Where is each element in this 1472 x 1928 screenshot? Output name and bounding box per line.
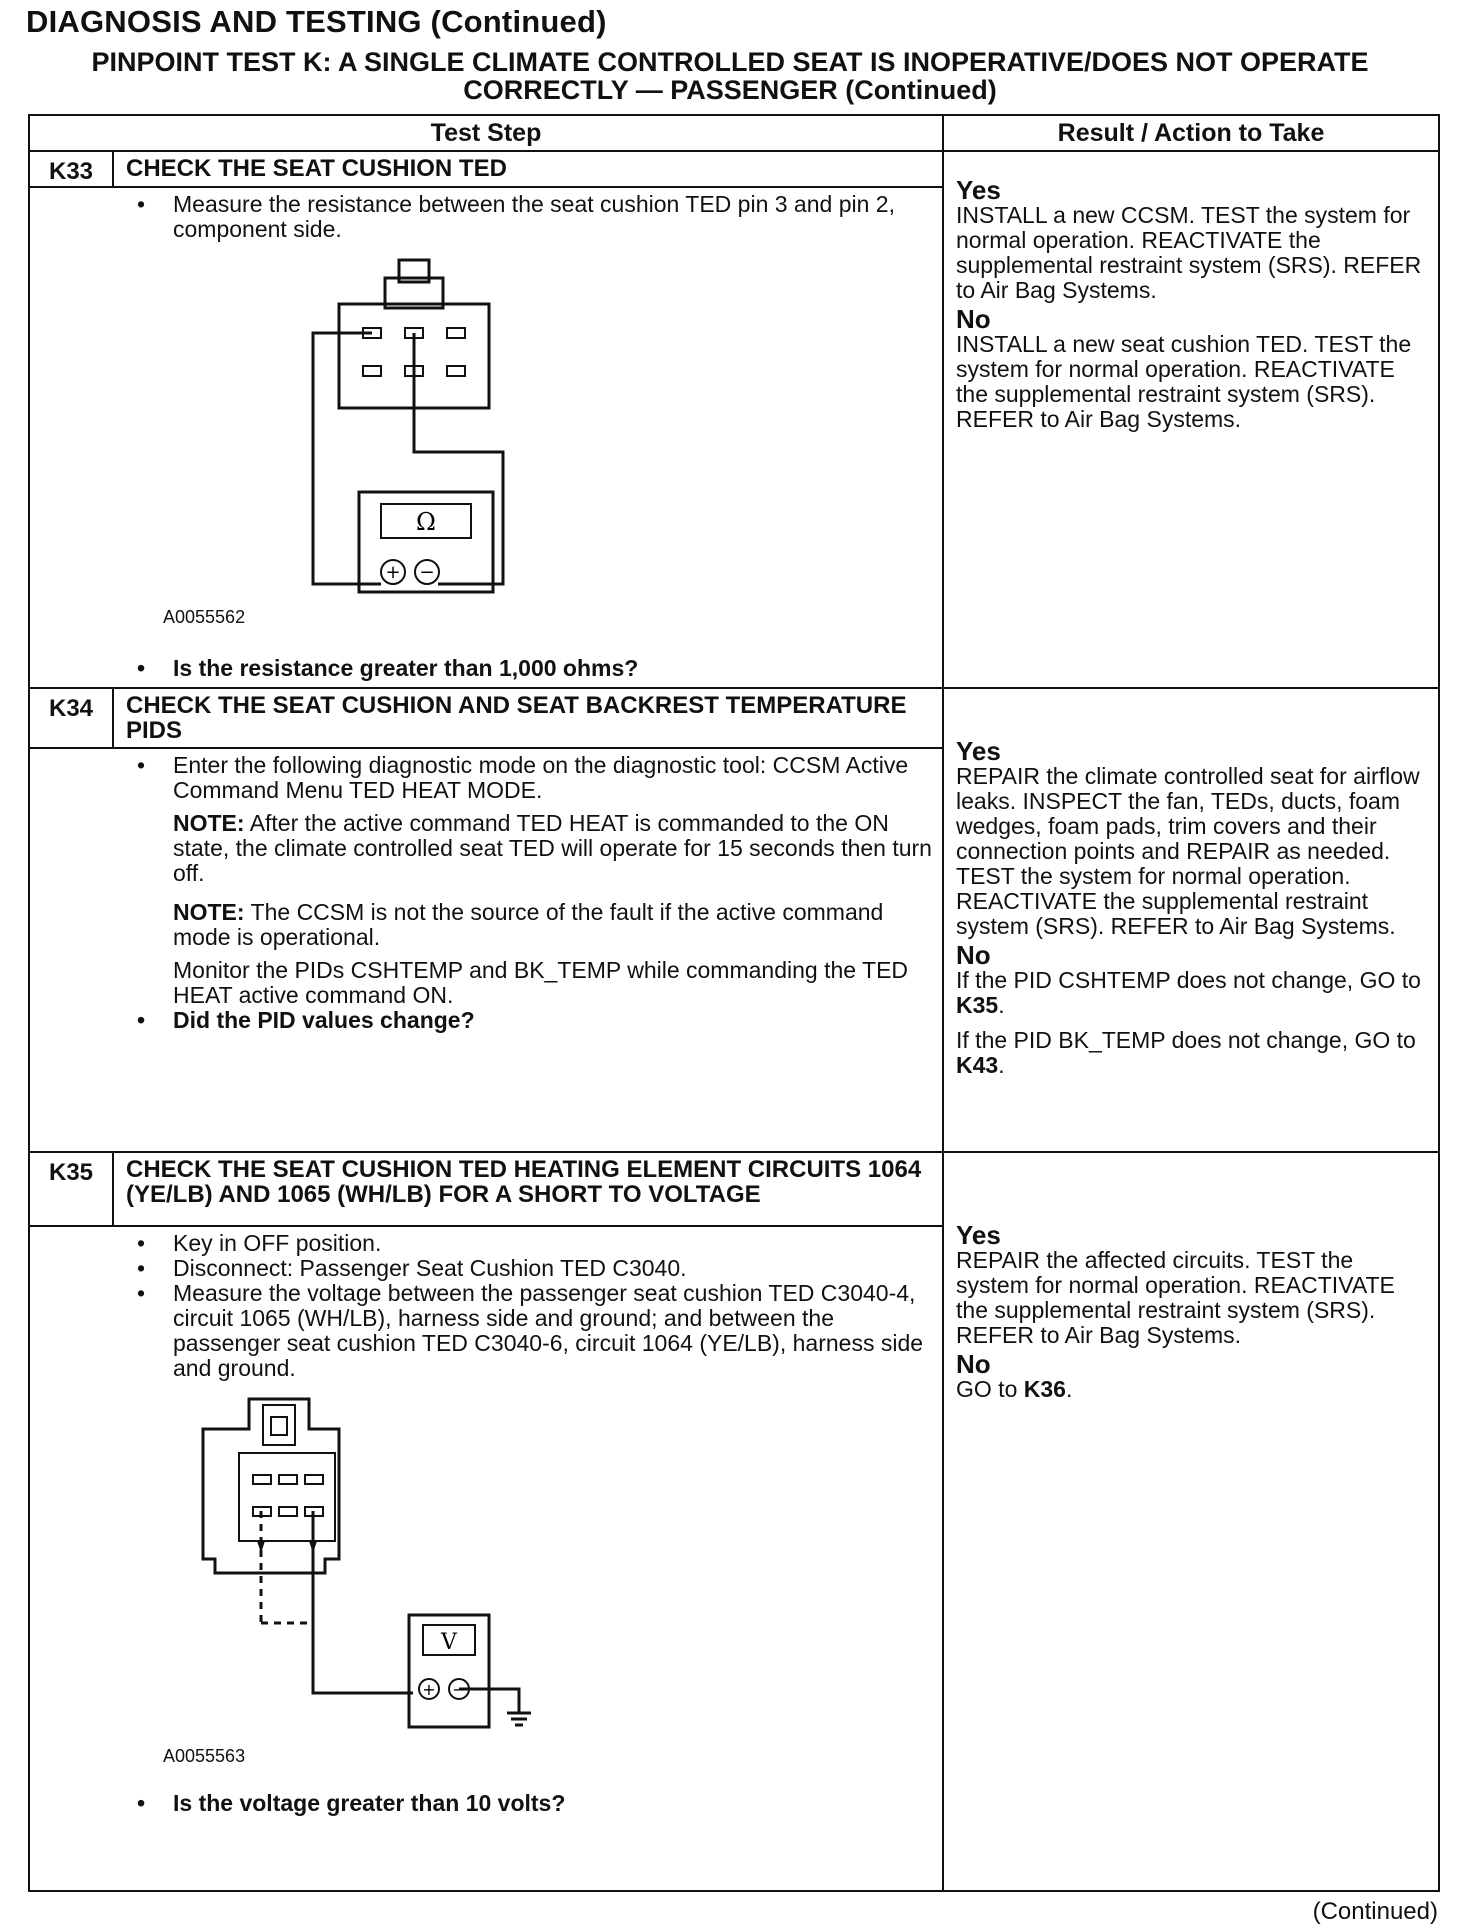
pinpoint-test-title: PINPOINT TEST K: A SINGLE CLIMATE CONTROLLED SEAT IS INOPERATIVE/DOES NOT OPERATE CORRECTLY — PASSENGER (Continued): [91, 47, 1369, 105]
resistance-diagram: [153, 254, 932, 599]
monitor-instruction: Monitor the PIDs CSHTEMP and BK_TEMP while commanding the TED HEAT active command ON.: [173, 957, 909, 1008]
step-bullet: • Key in OFF position.: [173, 1231, 932, 1256]
step-reference: K36: [1023, 1376, 1066, 1402]
test-lead-plus: [313, 333, 381, 584]
step-code: K33: [29, 151, 113, 187]
yes-label: Yes: [956, 175, 1001, 205]
yes-label: Yes: [956, 736, 1001, 766]
plus-terminal: +: [385, 562, 401, 583]
probe-tips: [257, 1541, 317, 1553]
note: NOTE: After the active command TED HEAT is commanded to the ON state, the climate controlled seat TED will operate for 15 seconds then turn off.: [173, 810, 932, 886]
minus-terminal: −: [419, 562, 435, 583]
figure-id: A0055562: [163, 607, 246, 627]
no-action-1: If the PID CSHTEMP does not change, GO to K35.: [956, 967, 1421, 1018]
step-title: CHECK THE SEAT CUSHION TED HEATING ELEMENT CIRCUITS 1064 (YE/LB) AND 1065 (WH/LB) FOR A SHORT TO VOLTAGE: [113, 1152, 943, 1226]
step-k33-body: [113, 187, 943, 688]
table-header-row: [29, 115, 1439, 151]
step-k33-result: [943, 151, 1439, 688]
minus-terminal: −: [452, 1680, 466, 1699]
continued-footer: (Continued): [1312, 1898, 1438, 1925]
note: NOTE: The CCSM is not the source of the fault if the active command mode is operational.: [173, 899, 884, 950]
no-action: INSTALL a new seat cushion TED. TEST the system for normal operation. REACTIVATE the supplemental restraint system (SRS). REFER to Air Bag Systems.: [956, 331, 1412, 432]
step-code: K35: [29, 1152, 113, 1226]
step-reference: K35: [956, 992, 999, 1018]
step-title: CHECK THE SEAT CUSHION TED: [113, 151, 943, 187]
voltmeter-display: V: [441, 1630, 457, 1655]
voltage-diagram: [153, 1393, 932, 1738]
step-reference: K43: [956, 1052, 999, 1078]
no-action-2: If the PID BK_TEMP does not change, GO to K43.: [956, 1027, 1416, 1078]
no-label: No: [956, 1349, 991, 1379]
step-k34-title-row: [29, 688, 1439, 748]
step-bullet: • Measure the voltage between the passenger seat cushion TED C3040-4, circuit 1065 (WH/LB), harness side and ground; and between the passenger seat cushion TED C3040-6, circuit 1064 (YE/LB), harness side and ground.: [173, 1281, 932, 1381]
connector-latch: [263, 1405, 295, 1445]
test-lead-plus: [313, 1511, 413, 1693]
step-k35-result: [943, 1152, 1439, 1891]
step-question: • Is the resistance greater than 1,000 ohms?: [173, 656, 932, 681]
step-question: • Did the PID values change?: [173, 1008, 932, 1033]
step-k34-result: [943, 688, 1439, 1152]
test-step-header: Test Step: [29, 115, 943, 151]
step-title: CHECK THE SEAT CUSHION AND SEAT BACKREST TEMPERATURE PIDS: [113, 688, 943, 748]
plus-terminal: +: [422, 1680, 436, 1699]
page-header: DIAGNOSIS AND TESTING (Continued): [26, 4, 607, 39]
step-code: K34: [29, 688, 113, 748]
ohmmeter-connector-diagram: [153, 254, 573, 594]
voltmeter-connector-diagram: [153, 1393, 613, 1733]
figure-id: A0055563: [163, 1746, 246, 1766]
step-k34-body: [113, 748, 943, 1152]
no-label: No: [956, 304, 991, 334]
step-k35-title-row: [29, 1152, 1439, 1226]
yes-action: REPAIR the affected circuits. TEST the system for normal operation. REACTIVATE the supplemental restraint system (SRS). REFER to Air Bag Systems.: [956, 1247, 1395, 1348]
step-k33-title-row: [29, 151, 1439, 187]
no-action: GO to K36.: [956, 1376, 1073, 1402]
step-bullet: • Enter the following diagnostic mode on the diagnostic tool: CCSM Active Command Menu TED HEAT MODE.: [173, 753, 932, 803]
yes-action: INSTALL a new CCSM. TEST the system for normal operation. REACTIVATE the supplemental restraint system (SRS). REFER to Air Bag Systems.: [956, 202, 1422, 303]
step-bullet: • Disconnect: Passenger Seat Cushion TED C3040.: [173, 1256, 932, 1281]
result-header: Result / Action to Take: [943, 115, 1439, 151]
no-label: No: [956, 940, 991, 970]
step-k35-body: [113, 1226, 943, 1891]
ohmmeter-display: Ω: [416, 508, 436, 536]
pinpoint-test-table: [28, 114, 1440, 1892]
step-question: • Is the voltage greater than 10 volts?: [173, 1791, 932, 1816]
yes-action: REPAIR the climate controlled seat for airflow leaks. INSPECT the fan, TEDs, ducts, foam wedges, foam pads, trim covers and their connection points and REPAIR as needed. TEST the system for normal operation. REACTIVATE the supplemental restraint system (SRS). REFER to Air Bag Systems.: [956, 763, 1420, 939]
step-bullet: • Measure the resistance between the seat cushion TED pin 3 and pin 2, component side.: [173, 192, 932, 242]
yes-label: Yes: [956, 1220, 1001, 1250]
